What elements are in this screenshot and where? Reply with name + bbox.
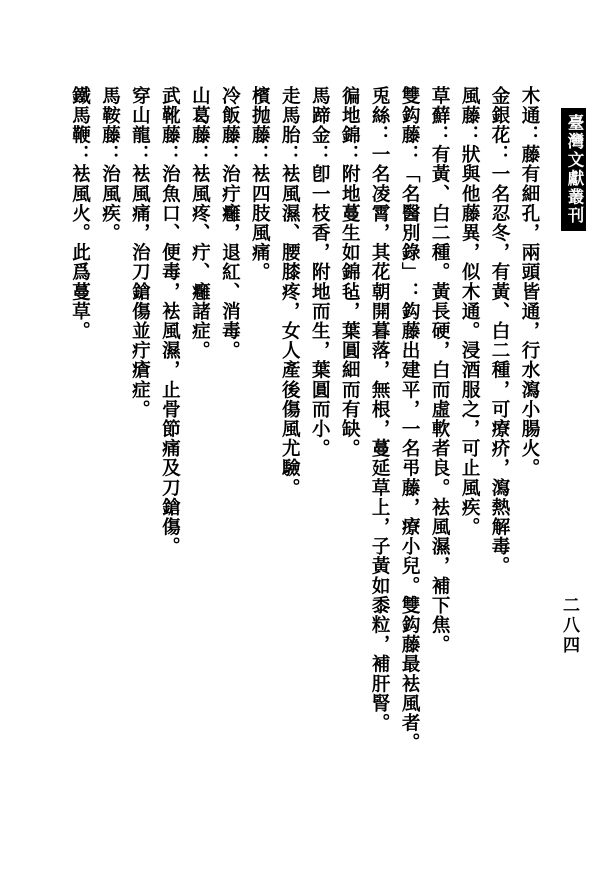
text-column: 兎絲：一名凌霄，其花朝開暮落，無根，蔓延草上，子黃如黍粒，補肝腎。 xyxy=(369,86,391,733)
text-column: 鐵馬鞭：袪風火。此爲蔓草。 xyxy=(69,86,91,341)
page-number: 二八四 xyxy=(559,596,579,656)
text-column: 雙鈎藤：「名醫別錄」：鈎藤出建平，一名弔藤，療小兒。雙鈎藤最袪風者。 xyxy=(399,86,421,753)
text-column: 走馬胎：袪風濕、腰膝疼，女人產後傷風尤驗。 xyxy=(279,86,301,498)
text-column: 徧地錦：附地蔓生如錦毡，葉圓細而有缺。 xyxy=(339,86,361,459)
text-column: 木通：藤有細孔，兩頭皆通，行水瀉小腸火。 xyxy=(519,86,540,478)
text-column: 馬鞍藤：治風疾。 xyxy=(99,86,121,243)
text-column: 穿山龍：袪風痛，治刀鎗傷並疔瘡症。 xyxy=(129,86,151,420)
series-title: 臺灣文獻叢刊 xyxy=(561,108,586,231)
text-column: 草蘚：有黃、白二種。黃長硬，白而虛軟者良。袪風濕，補下焦。 xyxy=(429,86,451,655)
text-column: 冷飯藤：治疔癰，退紅、消毒。 xyxy=(219,86,241,361)
text-column: 武靴藤：治魚口、便毒，袪風濕，止骨節痛及刀鎗傷。 xyxy=(159,86,181,557)
text-column: 山葛藤：袪風疼、疔、癰諸症。 xyxy=(189,86,211,361)
text-column: 風藤：狀與他藤異，似木通。浸酒服之，可止風疾。 xyxy=(459,86,481,537)
vertical-text-body xyxy=(34,86,544,811)
text-column: 馬蹄金：卽一枝香，附地而生，葉圓而小。 xyxy=(309,86,331,459)
text-column: 檳抛藤：袪四肢風痛。 xyxy=(249,86,271,282)
text-column: 金銀花：一名忍冬，有黃、白二種，可療疥，瀉熱解毒。 xyxy=(489,86,511,576)
